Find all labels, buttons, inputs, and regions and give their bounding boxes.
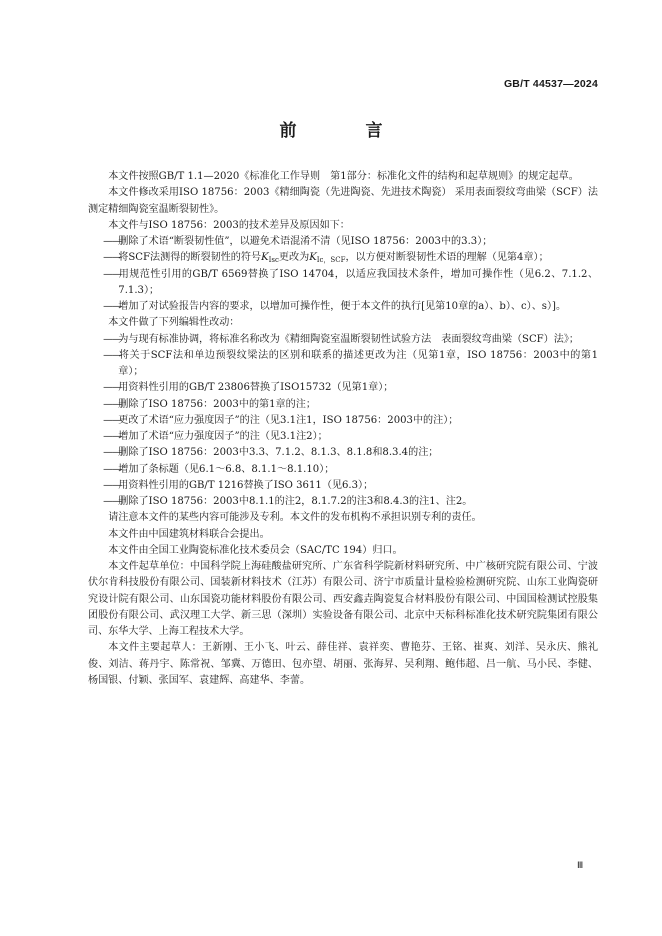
list-item-text: 将SCF法测得的断裂韧性的符号 bbox=[118, 252, 262, 264]
list-item bbox=[88, 397, 598, 413]
dash-mark: —— bbox=[103, 382, 122, 394]
foreword-body bbox=[88, 169, 598, 689]
dash-mark: —— bbox=[103, 398, 122, 410]
symbol-subscript: Isc bbox=[268, 256, 279, 265]
list-item-text: ，以方便对断裂韧性术语的理解（见第4章）； bbox=[345, 252, 549, 264]
dash-mark: —— bbox=[103, 236, 122, 247]
list-item-text: 删除了ISO 18756：2003中3.3、7.1.2、8.1.3、8.1.8和8.3.4的注； bbox=[118, 447, 439, 459]
symbol-k: K bbox=[261, 252, 269, 264]
list-item-text: 用规范性引用的GB/T 6569替换了ISO 14704，以适应我国技术条件，增加可操作性（见6.2、7.1.2、7.1.3）； bbox=[118, 268, 598, 296]
dash-mark: —— bbox=[103, 349, 122, 361]
dash-mark: —— bbox=[103, 333, 122, 345]
list-item bbox=[88, 234, 598, 250]
list-item bbox=[88, 250, 598, 266]
list-item bbox=[88, 445, 598, 461]
dash-mark: —— bbox=[103, 252, 122, 264]
list-item bbox=[88, 494, 598, 510]
list-item-text: 更改了术语“应力强度因子”的注（见3.1注1，ISO 18756：2003中的注）； bbox=[118, 414, 459, 426]
paragraph-tech-differences: 本文件与ISO 18756：2003的技术差异及原因如下： bbox=[108, 219, 350, 231]
paragraph-adoption: 本文件修改采用ISO 18756：2003《精细陶瓷（先进陶瓷、先进技术陶瓷） 采用表面裂纹弯曲梁（SCF）法测定精细陶瓷室温断裂韧性》。 bbox=[88, 187, 598, 215]
standard-number: GB/T 44537—2024 bbox=[503, 78, 598, 90]
list-item-text: 增加了对试验报告内容的要求，以增加可操作性，便于本文件的执行[见第10章的a）、b）、c）、s）]。 bbox=[118, 301, 567, 312]
symbol-k: K bbox=[309, 252, 317, 264]
list-item bbox=[88, 413, 598, 429]
list-item bbox=[88, 348, 598, 381]
paragraph-proposer: 本文件由中国建筑材料联合会提出。 bbox=[108, 528, 270, 540]
list-item bbox=[88, 478, 598, 494]
paragraph-drafters: 本文件主要起草人：王新刚、王小飞、叶云、薛佳祥、袁祥奕、曹艳芬、王铭、崔爽、刘洋、吴永庆、熊礼俊、刘洁、蒋丹宇、陈常祝、邹冀、万德田、包亦望、胡丽、张海昇、吴利翔、鲍伟超、吕一航、马小民、李健、杨国银、付颖、张国军、袁建辉、高建华、李蕾。 bbox=[88, 642, 598, 686]
page-number: Ⅲ bbox=[577, 860, 584, 870]
list-item-text: 删除了ISO 18756：2003中的第1章的注； bbox=[118, 398, 316, 410]
dash-mark: —— bbox=[103, 447, 122, 459]
list-item bbox=[88, 299, 598, 315]
dash-mark: —— bbox=[103, 268, 122, 280]
dash-mark: —— bbox=[103, 301, 122, 312]
dash-mark: —— bbox=[103, 479, 122, 491]
list-item-text: 用资料性引用的GB/T 23806替换了ISO15732（见第1章）； bbox=[118, 382, 394, 394]
list-item bbox=[88, 462, 598, 478]
list-item-text: 将关于SCF法和单边预裂纹梁法的区别和联系的描述更改为注（见第1章，ISO 18756：2003中的第1章）； bbox=[118, 349, 598, 377]
page-title: 前 言 bbox=[279, 121, 409, 141]
dash-mark: —— bbox=[103, 496, 122, 507]
list-item-text: 删除了术语“断裂韧性值”，以避免术语混淆不清（见ISO 18756：2003中的3.3）； bbox=[118, 236, 493, 247]
paragraph-patent-notice: 请注意本文件的某些内容可能涉及专利。本文件的发布机构不承担识别专利的责任。 bbox=[108, 512, 482, 524]
list-item-text: 用资料性引用的GB/T 1216替换了ISO 3611（见6.3）； bbox=[118, 479, 374, 491]
list-item-text: 更改为 bbox=[278, 252, 310, 264]
dash-mark: —— bbox=[103, 431, 122, 442]
paragraph-editorial-changes: 本文件做了下列编辑性改动： bbox=[108, 317, 240, 329]
paragraph-drafting-units: 本文件起草单位：中国科学院上海硅酸盐研究所、广东省科学院新材料研究所、中广核研究院有限公司、宁波伏尔肯科技股份有限公司、国装新材料技术（江苏）有限公司、济宁市质量计量检验检测研究院、山东工业陶瓷研究设计院有限公司、山东国瓷功能材料股份有限公司、西安鑫垚陶瓷复合材料股份有限公司、中国国检测试控股集团股份有限公司、武汉理工大学、新三思（深圳）实验设备有限公司、北京中天标科标准化技术研究院集团有限公司、东华大学、上海工程技术大学。 bbox=[88, 561, 598, 637]
list-item bbox=[88, 429, 598, 445]
paragraph-committee: 本文件由全国工业陶瓷标准化技术委员会（SAC/TC 194）归口。 bbox=[108, 544, 403, 556]
dash-mark: —— bbox=[103, 414, 122, 426]
paragraph-drafting-rules: 本文件按照GB/T 1.1—2020《标准化工作导则 第1部分：标准化文件的结构和起草规则》的规定起草。 bbox=[108, 171, 579, 182]
list-item bbox=[88, 380, 598, 396]
list-item-text: 为与现有标准协调，将标准名称改为《精细陶瓷室温断裂韧性试验方法 表面裂纹弯曲梁（SCF）法》； bbox=[118, 333, 580, 345]
dash-mark: —— bbox=[103, 463, 122, 475]
list-item-text: 增加了术语“应力强度因子”的注（见3.1注2）； bbox=[118, 431, 328, 442]
list-item-text: 增加了条标题（见6.1～6.8、8.1.1～8.1.10）； bbox=[118, 463, 335, 475]
list-item bbox=[88, 332, 598, 348]
list-item bbox=[88, 267, 598, 300]
list-item-text: 删除了ISO 18756：2003中8.1.1的注2，8.1.7.2的注3和8.4.3的注1、注2。 bbox=[118, 496, 473, 507]
symbol-subscript: Ic，SCF bbox=[316, 256, 346, 265]
